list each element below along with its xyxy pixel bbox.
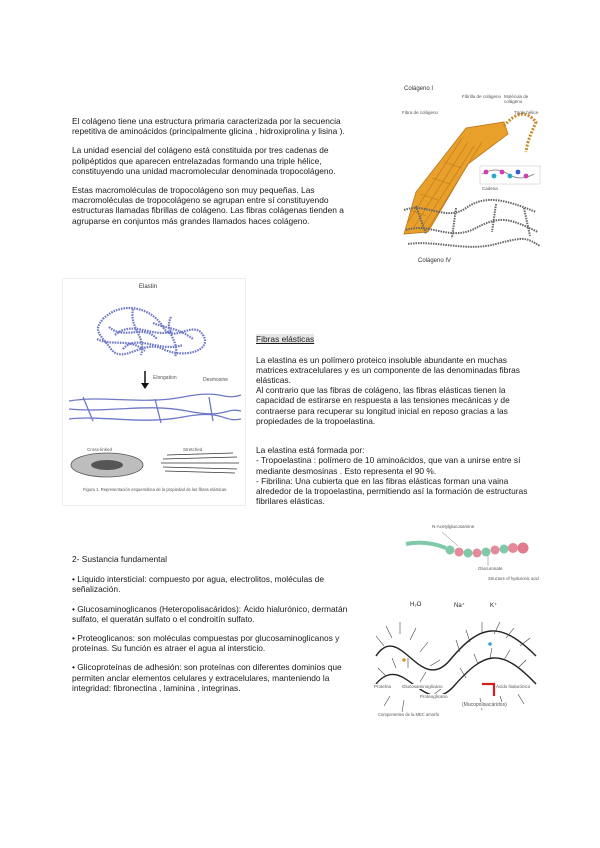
elastic-text-block: [256, 324, 532, 526]
hyaluronic-caption: Structure of hyaluronic acid: [488, 576, 539, 581]
hyaluronic-acid-label: Ácido hialurónico: [496, 684, 531, 689]
protein-label: Proteína: [374, 684, 392, 689]
collagen-cadena-label: Cadena: [482, 186, 498, 191]
mucopolysaccharides-label: (Mucopolisacáridos): [462, 702, 507, 708]
elastic-paragraph-2: La elastina está formada por: - Tropoelastina : polímero de 10 aminoácidos, que van a unirse entre sí mediante desmosinas . Esto representa el 90 %. - Fibrilina: Una cubierta que en las fibras elásticas forman una vaina alrededor de la tropoelastina, permitiendo así la formación de estructuras fibrilares elásticas.: [256, 445, 528, 507]
ground-paragraph-4: • Glicoproteínas de adhesión: son proteínas con diferentes dominios que permiten anclar elementos celulares y extracelulares, manteniendo la integridad: fibronectina , laminina , integrinas.: [72, 662, 342, 693]
triple-helix-chain: [480, 166, 540, 184]
glucuronate-label: Glucuronate: [478, 566, 503, 571]
ground-substance-text-block: [72, 554, 362, 702]
elastic-heading-text: Fibras elásticas: [256, 334, 315, 345]
collagen-figure: [396, 82, 544, 270]
hyaluronic-chain: [446, 543, 529, 558]
ground-paragraph-1: • Líquido intersticial: compuesto por agua, electrolitos, moléculas de señalización.: [72, 574, 324, 595]
collagen-paragraph-3: Estas macromoléculas de tropocolágeno son muy pequeñas. Las macromoléculas de tropocolágeno se agrupan entre sí constituyendo estructuras llamadas fibrillas de colágeno. Las fibras colágenas tienden a agruparse en conjuntos más grandes llamados haces colágeno.: [72, 185, 344, 226]
elastin-figure: [62, 278, 246, 506]
proteoglycan-caption: Componentes de la MEC amorfa: [378, 712, 439, 717]
stretched-label: Stretched: [183, 447, 203, 452]
crosslinked-label: Cross-linked: [87, 447, 113, 452]
collagen-paragraph-2: La unidad esencial del colágeno está constituida por tres cadenas de polipéptidos que aparecen entrelazadas formando una triple hélice, constituyendo una unidad macromolecular denominada tropocolágeno.: [72, 145, 336, 176]
collagen-helix: [504, 114, 536, 152]
elongation-label: Elongation: [153, 375, 177, 381]
collagen-paragraph-1: El colágeno tiene una estructura primaria caracterizada por la secuencia repetitiva de aminoácidos (principalmente glicina , hidroxiprolina y lisina ).: [72, 116, 345, 137]
elastin-title-label: Elastin: [139, 284, 158, 290]
collagen-fibril-bundle: [404, 122, 508, 234]
red-marker: [482, 684, 494, 696]
collagen-fibrilla-label: Fibrilla de colágeno: [462, 94, 502, 99]
gag-label: Glucosaminoglicano: [402, 684, 443, 689]
hyaluronic-figure: [396, 522, 542, 586]
potassium-label: K⁺: [490, 603, 498, 609]
proteoglycan-bristles: [376, 622, 530, 712]
collagen-text-block: [72, 116, 372, 235]
elastin-illustration: [63, 279, 245, 505]
elastin-network: [97, 308, 205, 357]
elastic-paragraph-1: La elastina es un polímero proteico insoluble abundante en muchas matrices extracelulares y es un componente de las denominadas fibras elásticas. Al contrario que las fibras de colágeno, las fibras elásticas tienen la capacidad de estirarse en respuesta a las tensiones mecánicas y de contraerse para recuperar su longitud inicial en reposo gracias a las propiedades de la tropoelastina.: [256, 354, 520, 426]
sodium-label: Na⁺: [454, 603, 465, 609]
proteoglycan-figure: [370, 600, 542, 722]
elastic-heading: [256, 334, 532, 344]
proteoglycan-label: Proteoglicano: [420, 694, 448, 699]
desmosine-label: Desmosine: [203, 377, 229, 383]
elastin-caption: Figura 1. Representación esquemática de la propiedad de las fibras elásticas.: [83, 487, 228, 492]
h2o-label: H₂O: [410, 602, 422, 608]
ground-paragraph-3: • Proteoglicanos: son moléculas compuestas por glucosaminoglicanos y proteínas. Su función es atraer el agua al intersticio.: [72, 633, 340, 654]
collagen-iv-label: Colágeno IV: [418, 258, 452, 264]
collagen-fibra-label: Fibra de colágeno: [402, 110, 439, 115]
proteoglycan-illustration: [370, 600, 542, 722]
acetylglucosamine-label: N-Acetylglucosamine: [432, 524, 475, 529]
stretched-fibers: [69, 394, 241, 423]
ground-paragraph-2: • Glucosaminoglicanos (Heteropolisacáridos): Ácido hialurónico, dermatán sulfato, el queratán sulfato o el condroitín sulfato.: [72, 603, 348, 624]
ground-substance-heading: 2- Sustancia fundamental: [72, 554, 167, 564]
collagen-triple-label: Triple hélice: [514, 110, 539, 115]
stretched-bundle: [161, 453, 239, 473]
collagen-i-label: Colágeno I: [404, 86, 434, 92]
collagen-molecula-label: Molécula de colágeno: [504, 94, 529, 104]
